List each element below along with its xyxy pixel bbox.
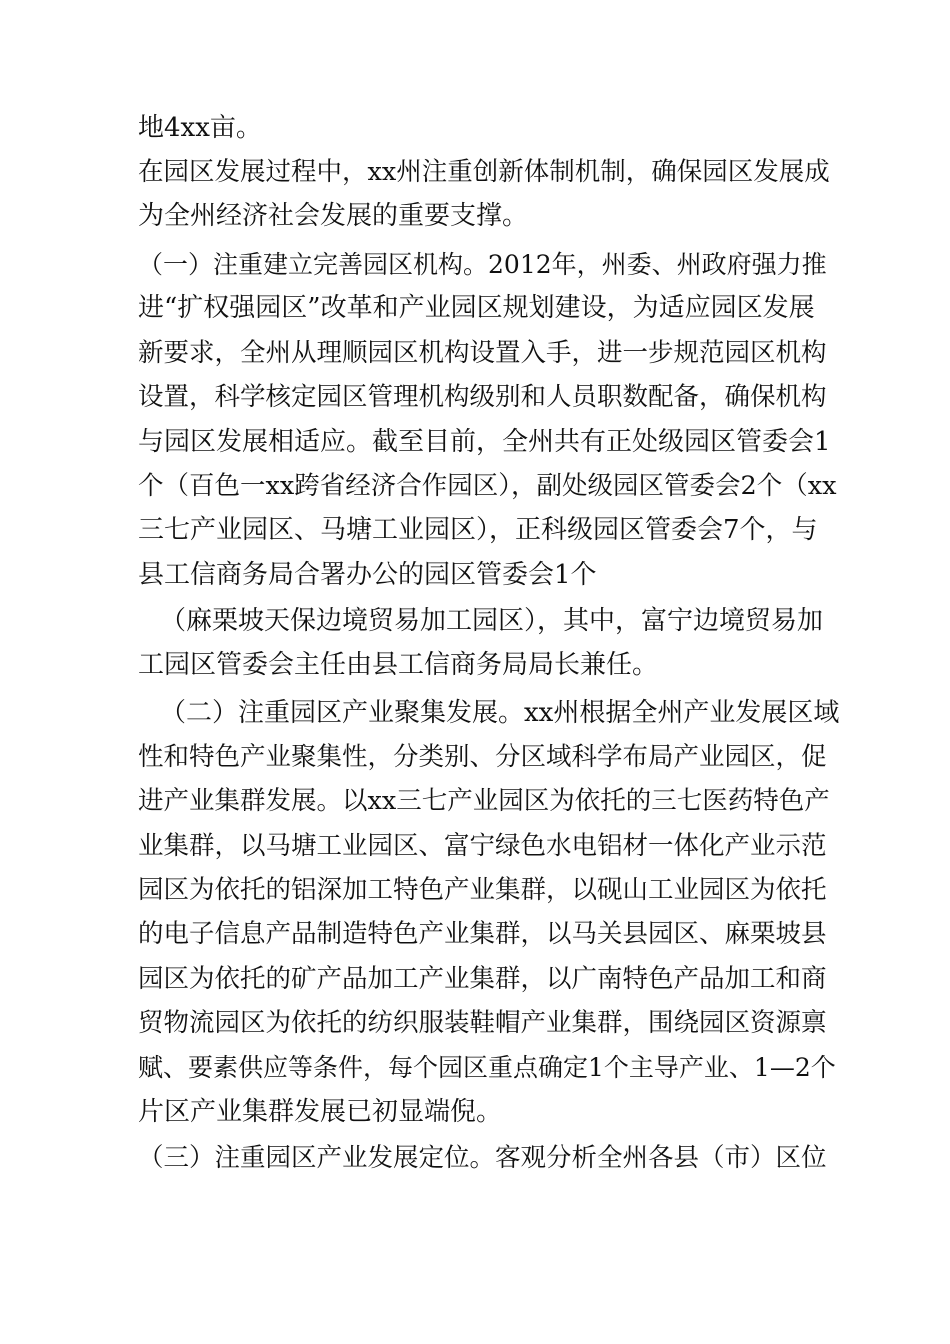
text-line-5: 进“扩权强园区”改革和产业园区规划建设，为适应园区发展 xyxy=(138,293,815,323)
text-line-16: 进产业集群发展。以xx三七产业园区为依托的三七医药特色产 xyxy=(138,786,830,816)
text-line-20: 园区为依托的矿产品加工产业集群，以广南特色产品加工和商 xyxy=(138,964,827,994)
text-line-4: （一）注重建立完善园区机构。2012年，州委、州政府强力推 xyxy=(138,250,827,279)
text-line-17: 业集群，以马塘工业园区、富宁绿色水电铝材一体化产业示范 xyxy=(138,831,827,861)
text-line-2: 在园区发展过程中，xx州注重创新体制机制，确保园区发展成 xyxy=(138,157,830,187)
text-line-23: 片区产业集群发展已初显端倪。 xyxy=(138,1097,503,1127)
text-line-14: （二）注重园区产业聚集发展。xx州根据全州产业发展区域 xyxy=(160,698,840,728)
text-line-10: 三七产业园区、马塘工业园区），正科级园区管委会7个，与 xyxy=(138,515,818,545)
text-line-24: （三）注重园区产业发展定位。客观分析全州各县（市）区位 xyxy=(138,1143,827,1173)
text-line-1: 地4xx亩。 xyxy=(138,113,262,143)
text-line-7: 设置，科学核定园区管理机构级别和人员职数配备，确保机构 xyxy=(138,382,827,412)
text-line-18: 园区为依托的铝深加工特色产业集群，以砚山工业园区为依托 xyxy=(138,875,827,905)
text-line-11: 县工信商务局合署办公的园区管委会1个 xyxy=(138,560,597,590)
text-line-13: 工园区管委会主任由县工信商务局局长兼任。 xyxy=(138,650,659,680)
text-line-12: （麻栗坡天保边境贸易加工园区），其中，富宁边境贸易加 xyxy=(160,606,824,636)
text-line-22: 赋、要素供应等条件，每个园区重点确定1个主导产业、1—2个 xyxy=(138,1053,836,1082)
text-line-19: 的电子信息产品制造特色产业集群，以马关县园区、麻栗坡县 xyxy=(138,919,827,949)
text-line-21: 贸物流园区为依托的纺织服装鞋帽产业集群，围绕园区资源禀 xyxy=(138,1008,827,1038)
text-line-8: 与园区发展相适应。截至目前，全州共有正处级园区管委会1 xyxy=(138,427,831,457)
text-line-6: 新要求，全州从理顺园区机构设置入手，进一步规范园区机构 xyxy=(138,338,827,368)
text-line-9: 个（百色一xx跨省经济合作园区），副处级园区管委会2个（xx xyxy=(138,471,837,501)
text-line-15: 性和特色产业聚集性，分类别、分区域科学布局产业园区，促 xyxy=(138,742,827,772)
text-line-3: 为全州经济社会发展的重要支撑。 xyxy=(138,201,529,231)
